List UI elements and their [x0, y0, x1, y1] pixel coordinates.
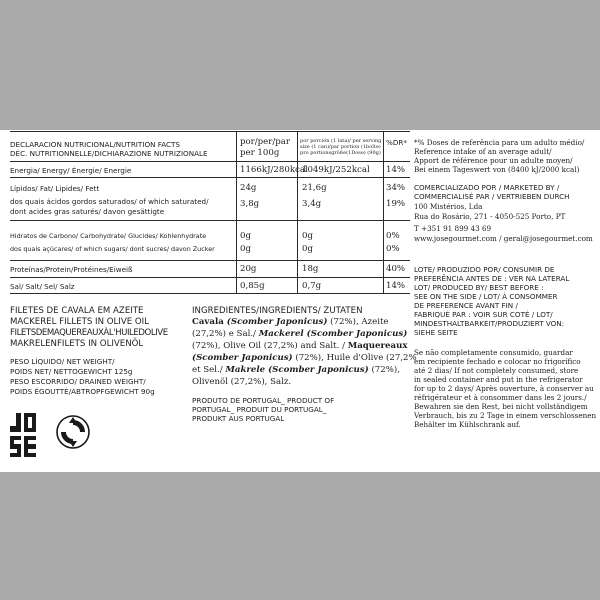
weight-line: PESO ESCORRIDO/ DRAINED WEIGHT/: [10, 377, 146, 386]
row-satfat-dr: 19%: [386, 199, 406, 209]
row-satfat-label: dos quais ácidos gordos saturados/ of which saturated/: [10, 197, 209, 206]
col-serving-header-2: size (1 can)/par portion (1boîte): [300, 144, 381, 150]
marketer-title: COMMERCIALISÉ PAR / VERTRIEBEN DURCH: [414, 192, 570, 201]
row-protein-label: Proteínas/Protein/Protéines/Eiweiß: [10, 265, 133, 274]
ingredients-line: [192, 330, 407, 339]
row-satfat-100g: 3,8g: [240, 199, 260, 209]
origin-line: PORTUGAL_ PRODUIT DU PORTUGAL_: [192, 405, 327, 414]
lot-line: SEE ON THE SIDE / LOT/ À CONSOMMER: [414, 292, 558, 301]
row-salt-dr: 14%: [386, 281, 406, 291]
storage-line: até 2 dias/ If not completely consumed, store: [414, 366, 579, 375]
marketer-web: www.josegourmet.com / geral@josegourmet.com: [414, 234, 593, 243]
row-energy-serving: 1049kJ/252kcal: [302, 165, 370, 175]
ingredient-text: et Sel./: [192, 365, 226, 375]
col-100g-header-2: per 100g: [240, 148, 280, 158]
row-fat-label: Lípidos/ Fat/ Lipides/ Fett: [10, 184, 100, 193]
ingredient-name: Cavala: [192, 317, 227, 327]
marketer-phone: T +351 91 899 43 69: [414, 224, 492, 233]
nutrition-title-2: DÉC. NUTRITIONNELLE/DICHIARAZIONE NUTRIZIONALE: [10, 149, 208, 158]
marketer-address: Rua do Rosário, 271 - 4050-525 Porto, PT: [414, 212, 566, 221]
row-fat-100g: 24g: [240, 183, 257, 193]
lot-line: DE PREFERENCE AVANT FIN /: [414, 301, 518, 310]
row-sugars-serving: 0g: [302, 244, 313, 254]
product-name-line: MAKRELENFILETS IN OLIVENÖL: [10, 339, 144, 349]
marketer-company: 100 Mistérios, Lda: [414, 202, 483, 211]
row-energy-dr: 14%: [386, 165, 406, 175]
lot-line: PREFERÊNCIA ANTES DE : VER NA LATERAL: [414, 274, 570, 283]
ingredients-line: [192, 318, 389, 327]
origin-line: PRODUKT AUS PORTUGAL: [192, 414, 285, 423]
storage-line: em recipiente fechado e colocar no frigorífico: [414, 357, 581, 366]
ingredients-title: INGREDIENTES/INGREDIENTS/ ZUTATEN: [192, 306, 363, 316]
recycle-icon: [56, 415, 90, 449]
storage-line: Bewahren sie den Rest, bei nicht vollständigem: [414, 402, 588, 411]
ingredient-text: Olivenöl (27,2%), Salz.: [192, 377, 292, 387]
ingredient-text: (72%), Azeite: [327, 317, 389, 327]
row-salt-100g: 0,85g: [240, 281, 265, 291]
ingredient-species: (Scomber Japonicus): [226, 317, 328, 327]
storage-line: réfrigérateur et à consommer dans les 2 jours./: [414, 393, 587, 402]
ingredient-name: Maquereaux: [347, 341, 408, 351]
row-salt-label: Sal/ Salt/ Sel/ Salz: [10, 282, 75, 291]
ingredients-line: [192, 378, 291, 387]
reference-line: Apport de référence pour un adulte moyen/: [414, 156, 573, 165]
row-energy-100g: 1166kJ/280kcal: [240, 165, 308, 175]
marketer-title: COMERCIALIZADO POR / MARKETED BY /: [414, 183, 560, 192]
row-carbs-dr: 0%: [386, 231, 400, 241]
storage-line: Verbrauch, bis zu 2 Tage in einem verschlossenen: [414, 411, 597, 420]
product-name-line: MACKEREL FILLETS IN OLIVE OIL: [10, 317, 149, 327]
ingredient-text: (72%),: [368, 365, 400, 375]
ingredient-text: (72%), Olive Oil (27,2%) and Salt. /: [192, 341, 348, 351]
product-label: [0, 130, 600, 472]
row-carbs-serving: 0g: [302, 231, 313, 241]
product-name-line: FILETES DE CAVALA EM AZEITE: [10, 306, 144, 316]
ingredient-text: (27,2%) e Sal./: [192, 329, 259, 339]
row-salt-serving: 0,7g: [302, 281, 322, 291]
row-protein-serving: 18g: [302, 264, 319, 274]
col-dr-header: %DR*: [386, 138, 407, 147]
row-protein-100g: 20g: [240, 264, 257, 274]
storage-line: for up to 2 days/ Après ouverture, à conserver au: [414, 384, 594, 393]
col-100g-header: por/per/par: [240, 137, 291, 147]
row-satfat-label-2: dont acides gras saturés/ davon gesättigte: [10, 207, 165, 216]
ingredients-line: [192, 354, 417, 363]
row-sugars-dr: 0%: [386, 244, 400, 254]
lot-line: LOTE/ PRODUZIDO POR/ CONSUMIR DE: [414, 265, 555, 274]
row-carbs-label: Hidratos de Carbono/ Carbohydrate/ Glucides/ Kohlenhydrate: [10, 232, 207, 240]
weight-line: POIDS ÉGOUTTÉ/ABTROPFGEWICHT 90g: [10, 387, 155, 396]
lot-line: LOT/ PRODUCED BY/ BEST BEFORE :: [414, 283, 544, 292]
row-protein-dr: 40%: [386, 264, 406, 274]
row-satfat-serving: 3,4g: [302, 199, 322, 209]
row-carbs-100g: 0g: [240, 231, 251, 241]
origin-line: PRODUTO DE PORTUGAL_ PRODUCT OF: [192, 396, 335, 405]
storage-line: Se não completamente consumido, guardar: [414, 348, 573, 357]
reference-line: Reference intake of an average adult/: [414, 147, 552, 156]
col-serving-header: por porción (1 lata)/ per serving: [300, 138, 382, 144]
row-fat-dr: 34%: [386, 183, 406, 193]
weight-line: POIDS NET/ NETTOGEWICHT 125g: [10, 367, 133, 376]
ingredient-species: Makrele (Scomber Japonicus): [225, 365, 369, 375]
reference-line: *% Doses de referência para um adulto médio/: [414, 138, 585, 147]
ingredients-line: [192, 366, 400, 375]
ingredients-line: [192, 342, 407, 351]
lot-line: FABRIQUÉ PAR : VOIR SUR COTÉ / LOT/: [414, 310, 553, 319]
lot-line: MINDESTHALTBARKEIT/PRODUZIERT VON:: [414, 319, 565, 328]
lot-line: SIEHE SEITE: [414, 328, 458, 337]
row-fat-serving: 21,6g: [302, 183, 327, 193]
row-energy-label: Energia/ Energy/ Énergie/ Energie: [10, 166, 132, 175]
storage-line: in sealed container and put in the refrigerator: [414, 375, 583, 384]
product-name-line: FILETSDEMAQUEREAUXÀL'HUILEDOLIVE: [10, 328, 168, 338]
jose-logo: [10, 413, 36, 457]
weight-line: PESO LÍQUIDO/ NET WEIGHT/: [10, 357, 115, 366]
ingredient-text: (72%), Huile d'Olive (27,2%: [292, 353, 417, 363]
reference-line: Bei einem Tageswert von (8400 kJ/2000 kcal): [414, 165, 580, 174]
nutrition-title: DECLARACION NUTRICIONAL/NUTRITION FACTS: [10, 140, 180, 149]
row-sugars-100g: 0g: [240, 244, 251, 254]
row-sugars-label: dos quais açúcares/ of which sugars/ dont sucres/ davon Zucker: [10, 245, 215, 253]
ingredient-species: Mackerel (Scomber Japonicus): [258, 329, 408, 339]
col-serving-header-3: pro portionsgröße(1Dose) (90g): [300, 150, 381, 156]
ingredient-species: (Scomber Japonicus): [192, 353, 293, 363]
storage-line: Behälter im Kühlschrank auf.: [414, 420, 521, 429]
